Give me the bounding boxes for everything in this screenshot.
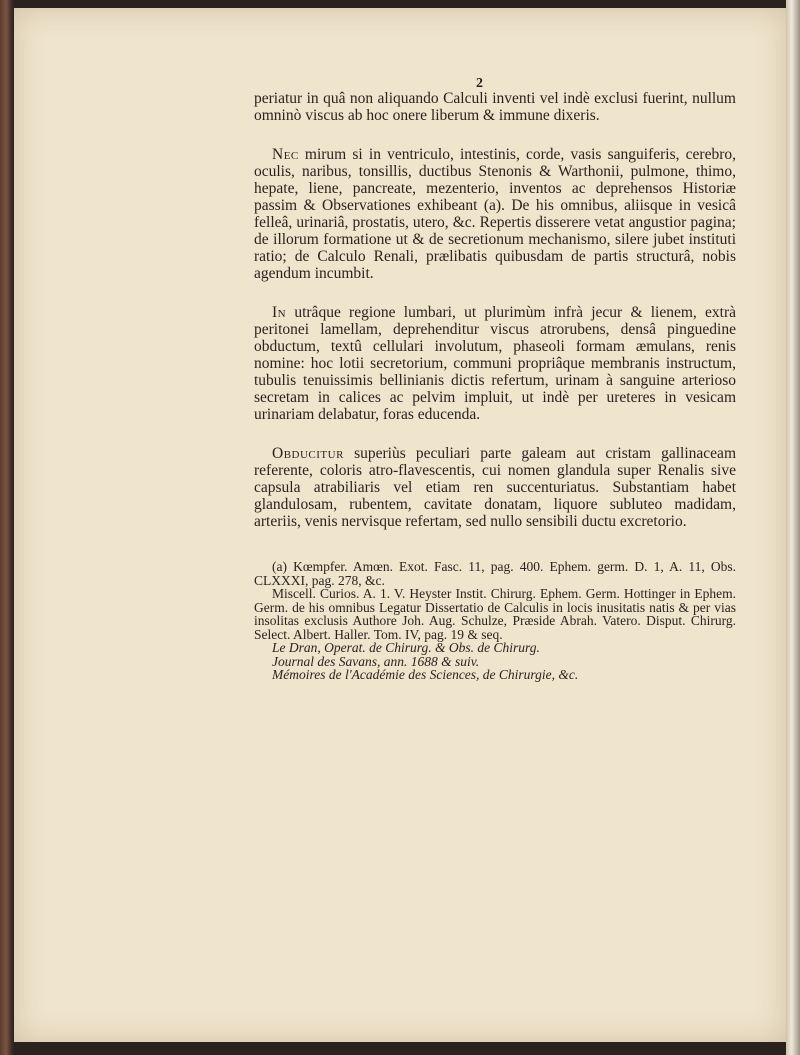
paragraph-3-lead: In — [272, 304, 287, 321]
paragraph-2-text: mirum si in ventriculo, intestinis, corde, vasis sanguiferis, cerebro, oculis, naribus, tonsillis, ductibus Stenonis & Warthonii, pulmone, thimo, hepate, liene, pancreate, mezenterio, inventos ac deprehensos Historiæ passim & Observationes exhibeant (a). De his omnibus, aliisque in vesicâ felleâ, urinariâ, prostatis, utero, &c. Repertis disserere vetat angustior pagina; de illorum formatione ut & de secretionum mechanismo, silere jubet instituti ratio; de Calculo Renali, prælibatis quibusdam de partis structurâ, nobis agendum incumbit. — [254, 146, 736, 282]
paragraph-1 — [254, 90, 736, 124]
paragraph-1-text: periatur in quâ non aliquando Calculi inventi vel indè exclusi fuerint, nullum omninò viscus ab hoc onere liberum & immune dixeris. — [254, 90, 736, 124]
page-edge — [786, 0, 800, 1055]
paragraph-4 — [254, 445, 736, 530]
paragraph-3-text: utrâque regione lumbari, ut plurimùm infrà jecur & lienem, extrà peritonei lamellam, deprehenditur viscus atrorubens, densâ pinguedine obductum, textû cellulari involutum, phaseoli formam æmulans, renis nomine: hoc lotii secretorium, communi propriâque membranis instructum, tubulis tenuissimis bellinianis dictis refertum, urinam à sanguine arterioso secretam in calices ac pelvim impluit, ut indè per ureteres in vesicam urinariam delabatur, foras educenda. — [254, 304, 736, 423]
paragraph-3 — [254, 304, 736, 423]
paragraph-4-text: superiùs peculiari parte galeam aut cristam gallinaceam referente, coloris atro-flavescentis, cui nomen glandula super Renalis sive capsula atrabiliaris vel etiam ren succenturiatus. Substantiam habet glandulosam, rubentem, cavitate donatam, liquore subluteo madidam, arteriis, venis nervisque refertam, sed nullo sensibili ductu excretorio. — [254, 445, 736, 530]
paragraph-2 — [254, 146, 736, 282]
footnotes — [254, 560, 736, 682]
paragraph-2-lead: Nec — [272, 146, 299, 163]
paragraph-4-lead: Obducitur — [272, 445, 344, 462]
footnote-memoires: Mémoires de l'Académie des Sciences, de Chirurgie, &c. — [272, 667, 579, 682]
footnote-a: (a) Kœmpfer. Amœn. Exot. Fasc. 11, pag. 400. Ephem. germ. D. 1, A. 11, Obs. CLXXXI, pag. 278, &c. — [254, 559, 736, 588]
footnote-journal: Journal des Savans, ann. 1688 & suiv. — [272, 653, 480, 669]
footnote-miscell: Miscell. Curios. A. 1. V. Heyster Instit. Chirurg. Ephem. Germ. Hottinger in Ephem. Germ. de his omnibus Legatur Dissertatio de Calculis in locis inusitatis natis & per vias insolitas exclusis Authore Joh. Aug. Schulze, Præside Abrah. Vatero. Disput. Chirurg. Select. Albert. Haller. Tom. IV, pag. 19 & seq. — [254, 586, 736, 642]
body-text — [254, 78, 736, 682]
page-number: 2 — [476, 76, 483, 91]
footnote-le-dran: Le Dran, Operat. de Chirurg. & Obs. de Chirurg. — [272, 640, 540, 655]
